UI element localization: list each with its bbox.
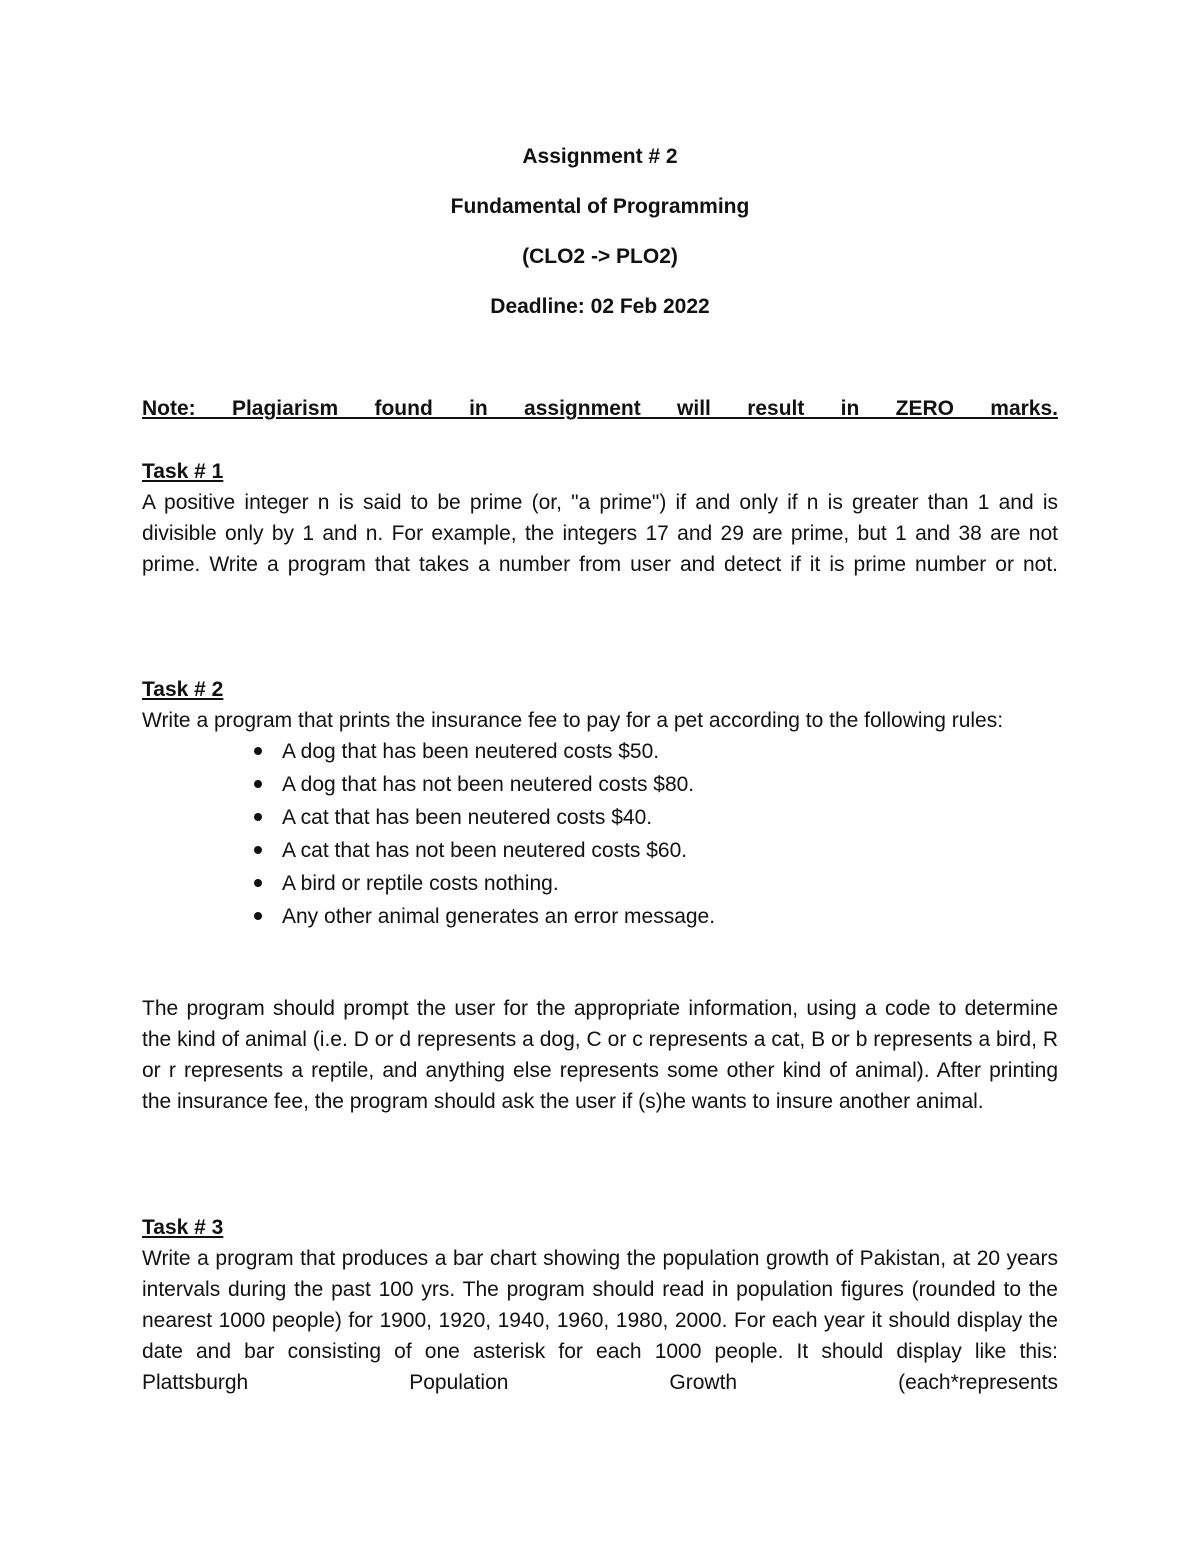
- list-item: [142, 802, 1058, 835]
- task-3-description: Write a program that produces a bar chart showing the population growth of Pakistan, at 20 years intervals during the past 100 yrs. The program should read in population figures (rounded to the nearest 1000 people) for 1900, 1920, 1940, 1960, 1980, 2000. For each year it should display the date and bar consisting of one asterisk for each 1000 people. It should display like this: Plattsburgh Population Growth (each*represents: [142, 1247, 1058, 1394]
- bullet-icon: [254, 780, 262, 788]
- bullet-icon: [254, 879, 262, 887]
- list-item: [142, 835, 1058, 868]
- task-2-section: [142, 674, 1058, 934]
- list-item: [142, 736, 1058, 769]
- rule-text: A dog that has not been neutered costs $80.: [282, 773, 695, 796]
- rule-text: A cat that has been neutered costs $40.: [282, 806, 653, 829]
- rule-text: A bird or reptile costs nothing.: [282, 872, 559, 895]
- task-2-heading: Task # 2: [142, 678, 224, 701]
- list-item: [142, 868, 1058, 901]
- rule-text: Any other animal generates an error message.: [282, 905, 716, 928]
- bullet-icon: [254, 747, 262, 755]
- rule-text: A cat that has not been neutered costs $60.: [282, 839, 688, 862]
- task-3-heading: Task # 3: [142, 1216, 224, 1239]
- course-title: Fundamental of Programming: [450, 195, 750, 218]
- task-2-details: [142, 993, 1058, 1117]
- insurance-rules-list: [142, 736, 1058, 934]
- bullet-icon: [254, 813, 262, 821]
- list-item: [142, 769, 1058, 802]
- task-1-description: A positive integer n is said to be prime (or, "a prime") if and only if n is greater than 1 and is divisible only by 1 and n. For example, the integers 17 and 29 are prime, but 1 and 38 are not prime. Write a program that takes a number from user and detect if it is prime number or not.: [142, 491, 1058, 576]
- list-item: [142, 901, 1058, 934]
- task-1-section: [142, 456, 1058, 580]
- clo-plo-mapping: (CLO2 -> PLO2): [522, 245, 678, 268]
- bullet-icon: [254, 912, 262, 920]
- bullet-icon: [254, 846, 262, 854]
- plagiarism-note: Note: Plagiarism found in assignment will result in ZERO marks.: [142, 397, 1058, 420]
- title-block: [0, 138, 1200, 338]
- assignment-title: Assignment # 2: [522, 145, 678, 168]
- task-2-body: The program should prompt the user for the appropriate information, using a code to determine the kind of animal (i.e. D or d represents a dog, C or c represents a cat, B or b represents a bird, R or r represents a reptile, and anything else represents some other kind of animal). After printing the insurance fee, the program should ask the user if (s)he wants to insure another animal.: [142, 997, 1058, 1113]
- task-3-section: [142, 1212, 1058, 1398]
- rule-text: A dog that has been neutered costs $50.: [282, 740, 660, 763]
- task-1-heading: Task # 1: [142, 460, 224, 483]
- task-2-intro: Write a program that prints the insurance fee to pay for a pet according to the following rules:: [142, 709, 1004, 732]
- deadline: Deadline: 02 Feb 2022: [490, 295, 710, 318]
